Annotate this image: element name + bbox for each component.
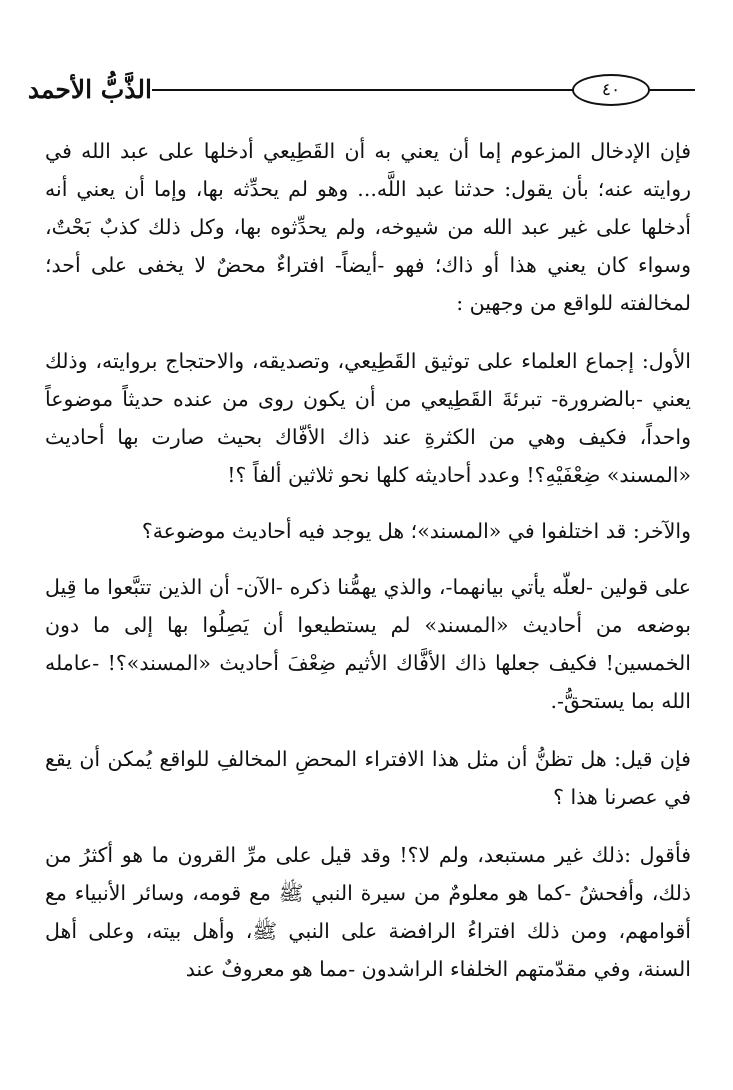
- header-rule-right: [650, 89, 695, 91]
- page-header: [0, 0, 733, 120]
- book-title: الذَّبُّ الأحمد: [18, 72, 152, 108]
- paragraph-4: على قولين -لعلّه يأتي بيانهما-، والذي يهمُّنا ذكره -الآن- أن الذين تتبَّعوا ما قِيل بوضعه من أحاديث «المسند» لم يستطيعوا أن يَصِلُوا بها إلى ما دون الخمسين! فكيف جعلها ذاك الأفَّاك الأثيم ضِعْفَ أحاديث «المسند»؟! -عامله الله بما يستحقُّ-.: [45, 575, 691, 713]
- paragraph-3: والآخر: قد اختلفوا في «المسند»؛ هل يوجد فيه أحاديث موضوعة؟: [141, 519, 691, 543]
- paragraph-5: فإن قيل: هل تظنُّ أن مثل هذا الافتراء المحضِ المخالفِ للواقع يُمكن أن يقع في عصرنا هذا ؟: [45, 747, 691, 809]
- paragraph-6: فأقول :ذلك غير مستبعد، ولم لا؟! وقد قيل على مرِّ القرون ما هو أكثرُ من ذلك، وأفحشُ -كما هو معلومٌ من سيرة النبي ﷺ مع قومه، وسائر الأنبياء مع أقوامهم، ومن ذلك افتراءُ الرافضة على النبي ﷺ، وأهل بيته، وعلى أهل السنة، وفي مقدّمتهم الخلفاء الراشدون -مما هو معروفٌ عند: [45, 843, 691, 981]
- paragraph-1: فإن الإدخال المزعوم إما أن يعني به أن القَطِيعي أدخلها على عبد الله في روايته عنه؛ بأن يقول: حدثنا عبد اللَّه... وهو لم يحدِّثه بها، وإما أن يعني أنه أدخلها على غير عبد الله من شيوخه، ولم يحدِّثوه بها، وكل ذلك كذبٌ بَحْتٌ، وسواء كان يعني هذا أو ذاك؛ فهو -أيضاً- افتراءٌ محضٌ لا يخفى على أحد؛ لمخالفته للواقع من وجهين :: [45, 139, 691, 315]
- page-body: [45, 132, 691, 988]
- page-number: ٤٠: [572, 74, 650, 106]
- paragraph-2: الأول: إجماع العلماء على توثيق القَطِيعي، وتصديقه، والاحتجاج بروايته، وذلك يعني -بالضرورة- تبرئةَ القَطِيعي من أن يكون روى من عنده حديثاً موضوعاً واحداً، فكيف وهي من الكثرةِ عند ذاك الأفّاك بحيث صارت بها أحاديث «المسند» ضِعْفَيْهِ؟! وعدد أحاديثه كلها نحو ثلاثين ألفاً ؟!: [45, 349, 691, 487]
